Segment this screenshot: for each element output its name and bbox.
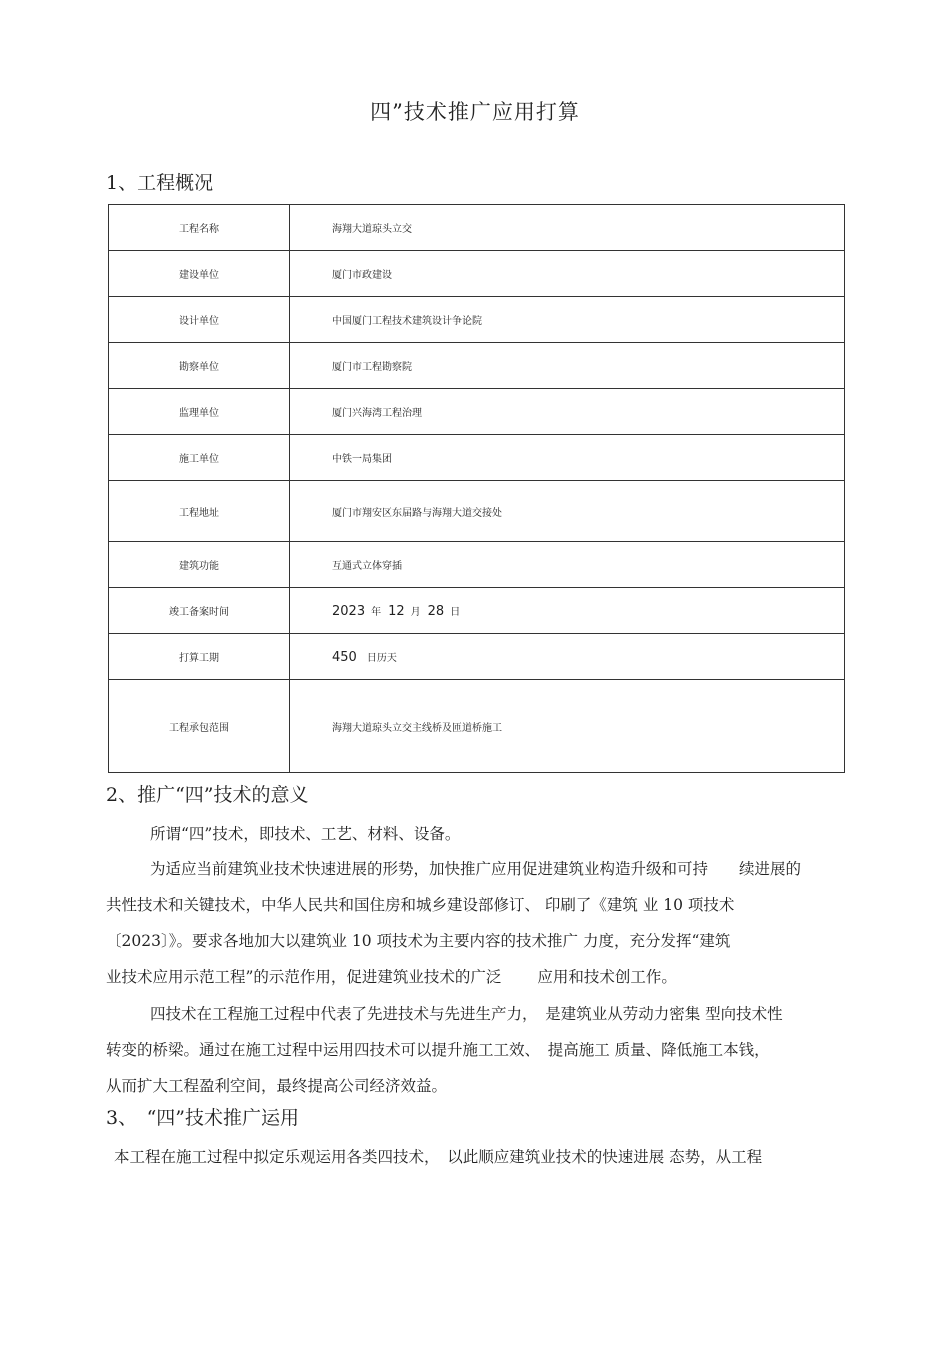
document-title: 四”技术推广应用打算 [370, 100, 580, 124]
row-value: 厦门市工程勘察院 [290, 343, 845, 389]
date-month-unit: 月 [410, 606, 421, 618]
row-label: 施工单位 [109, 435, 290, 481]
table-row [109, 251, 845, 297]
date-month: 12 [388, 603, 405, 619]
row-label: 打算工期 [109, 634, 290, 680]
text-line: 转变的桥梁。通过在施工过程中运用四技术可以提升施工工效、 提高施工 质量、降低施工本钱， [106, 1041, 770, 1059]
row-value: 中铁一局集团 [290, 435, 845, 481]
date-day-unit: 日 [450, 606, 461, 618]
row-label: 工程承包范围 [109, 680, 290, 773]
row-label: 设计单位 [109, 297, 290, 343]
section-heading-overview: 1、工程概况 [106, 172, 214, 194]
row-label: 工程地址 [109, 481, 290, 542]
text-line: 为适应当前建筑业技术快速进展的形势，加快推广应用促进建筑业构造升级和可持 续进展的 [150, 860, 802, 878]
date-day: 28 [427, 603, 445, 619]
row-label: 竣工备案时间 [109, 588, 290, 634]
paragraph [106, 851, 846, 995]
row-label: 建设单位 [109, 251, 290, 297]
table-row [109, 297, 845, 343]
planned-duration [290, 634, 845, 680]
row-value: 厦门兴海湾工程治理 [290, 389, 845, 435]
text-line: 共性技术和关键技术，中华人民共和国住房和城乡建设部修订、 印刷了《建筑 业 10 项技术 [106, 896, 735, 914]
table-row [109, 435, 845, 481]
row-label: 勘察单位 [109, 343, 290, 389]
paragraph [106, 996, 846, 1104]
row-value: 互通式立体穿插 [290, 542, 845, 588]
table-row [109, 481, 845, 542]
text-line: 业技术应用示范工程”的示范作用，促进建筑业技术的广泛 应用和技术创工作。 [106, 968, 677, 986]
table-row [109, 680, 845, 773]
row-label: 监理单位 [109, 389, 290, 435]
row-value: 海翔大道琼头立交 [290, 205, 845, 251]
table-row [109, 205, 845, 251]
completion-date [290, 588, 845, 634]
text-line: 从而扩大工程盈利空间，最终提高公司经济效益。 [106, 1077, 448, 1095]
paragraph [106, 816, 846, 852]
table-row [109, 634, 845, 680]
row-value: 海翔大道琼头立交主线桥及匝道桥施工 [290, 680, 845, 773]
duration-value: 450 [332, 649, 357, 665]
text-line: 本工程在施工过程中拟定乐观运用各类四技术， 以此顺应建筑业技术的快速进展 态势，从工程 [114, 1148, 763, 1166]
table-row [109, 343, 845, 389]
table-row [109, 588, 845, 634]
section-heading-significance: 2、推广“四”技术的意义 [106, 784, 309, 806]
row-value: 厦门市政建设 [290, 251, 845, 297]
project-overview-table [108, 204, 845, 773]
table-row [109, 389, 845, 435]
date-year: 2023 [332, 603, 366, 619]
date-year-unit: 年 [371, 606, 382, 618]
text-line: 四技术在工程施工过程中代表了先进技术与先进生产力， 是建筑业从劳动力密集 型向技术性 [150, 1005, 783, 1023]
row-label: 工程名称 [109, 205, 290, 251]
paragraph [106, 1139, 846, 1175]
row-value: 厦门市翔安区东届路与海翔大道交接处 [290, 481, 845, 542]
text-line: 所谓“四”技术，即技术、工艺、材料、设备。 [150, 825, 461, 843]
row-value: 中国厦门工程技术建筑设计争论院 [290, 297, 845, 343]
duration-unit: 日历天 [366, 652, 397, 664]
section-heading-application: 3、 “四”技术推广运用 [106, 1107, 300, 1129]
row-label: 建筑功能 [109, 542, 290, 588]
table-row [109, 542, 845, 588]
text-line: 〔2023〕》。要求各地加大以建筑业 10 项技术为主要内容的技术推广 力度，充分发挥“建筑 [106, 932, 731, 950]
